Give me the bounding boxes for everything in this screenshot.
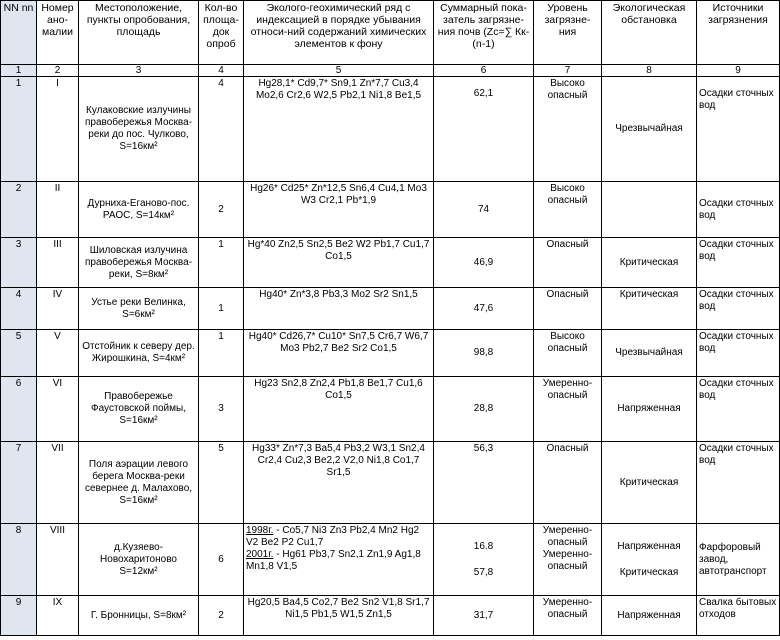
pollution-level: Опасный bbox=[534, 288, 602, 330]
location-cell: Г. Бронницы, S=8км² bbox=[79, 596, 199, 636]
pollution-level: Высоко опасный bbox=[534, 77, 602, 182]
series-line-2001 bbox=[246, 549, 431, 573]
pollution-source: Осадки сточных вод bbox=[697, 442, 780, 524]
header-zc: Суммарный пока-затель загрязне-ния почв (Zc=∑ Кк-(n-1) bbox=[434, 1, 534, 65]
sites-count: 5 bbox=[199, 442, 244, 524]
pollution-source: Осадки сточных вод bbox=[697, 330, 780, 377]
geochem-series: Hg26* Cd25* Zn*12,5 Sn6,4 Cu4,1 Mo3 W3 Cr2,1 Pb*1,9 bbox=[244, 182, 434, 238]
header-sources: Источники загрязнения bbox=[697, 1, 780, 65]
column-number: 1 bbox=[1, 65, 37, 77]
table-row bbox=[1, 596, 780, 636]
header-row bbox=[1, 1, 780, 65]
location-cell: д.Кузяево- Новохаритоново S=12км² bbox=[79, 524, 199, 596]
zc-value-2001: 57,8 bbox=[473, 566, 494, 578]
geochem-series: Hg28,1* Cd9,7* Sn9,1 Zn*7,7 Cu3,4 Mo2,6 Cr2,6 W2,5 Pb2,1 Ni1,8 Be1,5 bbox=[244, 77, 434, 182]
pollution-level: Умеренно-опасный bbox=[534, 596, 602, 636]
eco-situation bbox=[602, 182, 697, 238]
series-year-2001: 2001г. bbox=[246, 549, 274, 560]
table-row bbox=[1, 238, 780, 288]
pollution-source: Осадки сточных вод bbox=[697, 377, 780, 442]
location-cell: Шиловская излучина правобережья Москва-реки, S=8км² bbox=[79, 238, 199, 288]
eco-situation: Напряженная bbox=[602, 596, 697, 636]
sites-count: 1 bbox=[199, 288, 244, 330]
pollution-level: Высоко опасный bbox=[534, 182, 602, 238]
geochem-series: Hg*40 Zn2,5 Sn2,5 Be2 W2 Pb1,7 Cu1,7 Co1,5 bbox=[244, 238, 434, 288]
header-anomaly-number: Номер ано-малии bbox=[37, 1, 79, 65]
header-pollution-level: Уровень загрязне-ния bbox=[534, 1, 602, 65]
table-row bbox=[1, 377, 780, 442]
sites-count: 1 bbox=[199, 330, 244, 377]
location-cell: Устье реки Велинка, S=6км² bbox=[79, 288, 199, 330]
zc-value bbox=[434, 77, 534, 182]
pollution-source-text: Осадки сточных вод bbox=[699, 88, 774, 111]
zc-value: 98,8 bbox=[434, 330, 534, 377]
header-nn: NN nn bbox=[1, 1, 37, 65]
geochem-series: Hg20,5 Ba4,5 Co2,7 Be2 Sn2 V1,8 Sr1,7 Ni1,5 Pb1,5 W1,5 Zn1,5 bbox=[244, 596, 434, 636]
geochem-series bbox=[244, 524, 434, 596]
anomaly-number: IV bbox=[37, 288, 79, 330]
table-row bbox=[1, 182, 780, 238]
column-number: 3 bbox=[79, 65, 199, 77]
row-number: 7 bbox=[1, 442, 37, 524]
eco-situation: Критическая bbox=[602, 238, 697, 288]
geochem-series: Hg40* Cd26,7* Cu10* Sn7,5 Cr6,7 W6,7 Mo3 Pb2,7 Be2 Sr2 Co1,5 bbox=[244, 330, 434, 377]
anomaly-number: II bbox=[37, 182, 79, 238]
zc-value-1998: 16.8 bbox=[473, 540, 494, 552]
sites-count: 2 bbox=[199, 596, 244, 636]
sites-count: 1 bbox=[199, 238, 244, 288]
anomaly-number: V bbox=[37, 330, 79, 377]
eco-situation: Чрезвычайная bbox=[602, 330, 697, 377]
series-year-1998: 1998г. bbox=[246, 525, 274, 536]
pollution-level bbox=[534, 524, 602, 596]
pollution-level-2001: Умеренно-опасный bbox=[542, 549, 593, 572]
pollution-source: Свалка бытовых отходов bbox=[697, 596, 780, 636]
header-eco-situation: Экологическая обстановка bbox=[602, 1, 697, 65]
sites-count: 3 bbox=[199, 377, 244, 442]
location-cell: Дурниха-Еганово-пос. РАОС, S=14км² bbox=[79, 182, 199, 238]
anomaly-number: VIII bbox=[37, 524, 79, 596]
series-values-1998: - Co5,7 Ni3 Zn3 Pb2,4 Mn2 Hg2 V2 Be2 P2 Cu1,7 bbox=[246, 525, 420, 548]
row-number: 2 bbox=[1, 182, 37, 238]
zc-value: 47,6 bbox=[434, 288, 534, 330]
header-location: Местоположение, пункты опробования, площадь bbox=[79, 1, 199, 65]
table-row bbox=[1, 442, 780, 524]
pollution-source: Фарфоровый завод, автотранспорт bbox=[697, 524, 780, 596]
eco-situation-2001: Критическая bbox=[619, 566, 679, 578]
zc-value: 31,7 bbox=[434, 596, 534, 636]
series-values-2001: - Hg61 Pb3,7 Sn2,1 Zn1,9 Ag1,8 Mn1,8 V1,5 bbox=[246, 549, 421, 572]
eco-situation bbox=[602, 524, 697, 596]
geochem-series: Hg33* Zn*7,3 Ba5,4 Pb3,2 W3,1 Sn2,4 Cr2,4 Cu2,3 Be2,2 V2,0 Ni1,8 Co1,7 Sr1,5 bbox=[244, 442, 434, 524]
column-number: 9 bbox=[697, 65, 780, 77]
row-number: 9 bbox=[1, 596, 37, 636]
pollution-source: Осадки сточных вод bbox=[697, 182, 780, 238]
header-geochem-series: Эколого-геохимический ряд с индексацией в порядке убывания относи-ний содержаний химических элементов к фону bbox=[244, 1, 434, 65]
eco-situation: Критическая bbox=[602, 288, 697, 330]
column-number: 8 bbox=[602, 65, 697, 77]
zc-value: 28,8 bbox=[434, 377, 534, 442]
column-number: 5 bbox=[244, 65, 434, 77]
column-number: 6 bbox=[434, 65, 534, 77]
table-row bbox=[1, 330, 780, 377]
row-number: 3 bbox=[1, 238, 37, 288]
table-row bbox=[1, 77, 780, 182]
pollution-level: Опасный bbox=[534, 238, 602, 288]
series-line-1998 bbox=[246, 525, 431, 549]
anomaly-number: IX bbox=[37, 596, 79, 636]
zc-value: 56,3 bbox=[434, 442, 534, 524]
location-cell: Правобережье Фаустовской поймы, S=16км² bbox=[79, 377, 199, 442]
table-row bbox=[1, 524, 780, 596]
anomaly-number: III bbox=[37, 238, 79, 288]
location-cell: Отстойник к северу дер. Жирошкина, S=4км² bbox=[79, 330, 199, 377]
zc-value bbox=[434, 524, 534, 596]
eco-situation: Напряженная bbox=[602, 377, 697, 442]
zc-value: 46,9 bbox=[434, 238, 534, 288]
eco-situation: Чрезвычайная bbox=[602, 77, 697, 182]
pollution-level: Высоко опасный bbox=[534, 330, 602, 377]
location-cell: Поля аэрации левого берега Москва-реки севернее д. Малахово, S=16км² bbox=[79, 442, 199, 524]
anomaly-number: VII bbox=[37, 442, 79, 524]
location-cell: Кулаковские излучины правобережья Москва-реки до пос. Чулково, S=16км² bbox=[79, 77, 199, 182]
pollution-source bbox=[697, 77, 780, 182]
row-number: 8 bbox=[1, 524, 37, 596]
table-row bbox=[1, 288, 780, 330]
row-number: 1 bbox=[1, 77, 37, 182]
sites-count: 2 bbox=[199, 182, 244, 238]
zc-value-text: 62,1 bbox=[473, 88, 494, 99]
pollution-source: Осадки сточных вод bbox=[697, 288, 780, 330]
eco-situation: Критическая bbox=[602, 442, 697, 524]
pollution-level: Опасный bbox=[534, 442, 602, 524]
geochem-series: Hg40* Zn*3,8 Pb3,3 Mo2 Sr2 Sn1,5 bbox=[244, 288, 434, 330]
zc-value: 74 bbox=[434, 182, 534, 238]
eco-situation-1998: Напряженная bbox=[617, 540, 681, 552]
row-number: 6 bbox=[1, 377, 37, 442]
column-number-row bbox=[1, 65, 780, 77]
column-number: 4 bbox=[199, 65, 244, 77]
row-number: 5 bbox=[1, 330, 37, 377]
pollution-level-1998: Умеренно-опасный bbox=[542, 525, 593, 548]
pollution-level: Умеренно-опасный bbox=[534, 377, 602, 442]
anomaly-number: I bbox=[37, 77, 79, 182]
header-sites-count: Кол-во площа-док опроб bbox=[199, 1, 244, 65]
column-number: 2 bbox=[37, 65, 79, 77]
column-number: 7 bbox=[534, 65, 602, 77]
sites-count: 4 bbox=[199, 77, 244, 182]
geochem-series: Hg23 Sn2,8 Zn2,4 Pb1,8 Be1,7 Cu1,6 Co1,5 bbox=[244, 377, 434, 442]
pollution-source: Осадки сточных вод bbox=[697, 238, 780, 288]
anomaly-number: VI bbox=[37, 377, 79, 442]
row-number: 4 bbox=[1, 288, 37, 330]
sites-count: 6 bbox=[199, 524, 244, 596]
